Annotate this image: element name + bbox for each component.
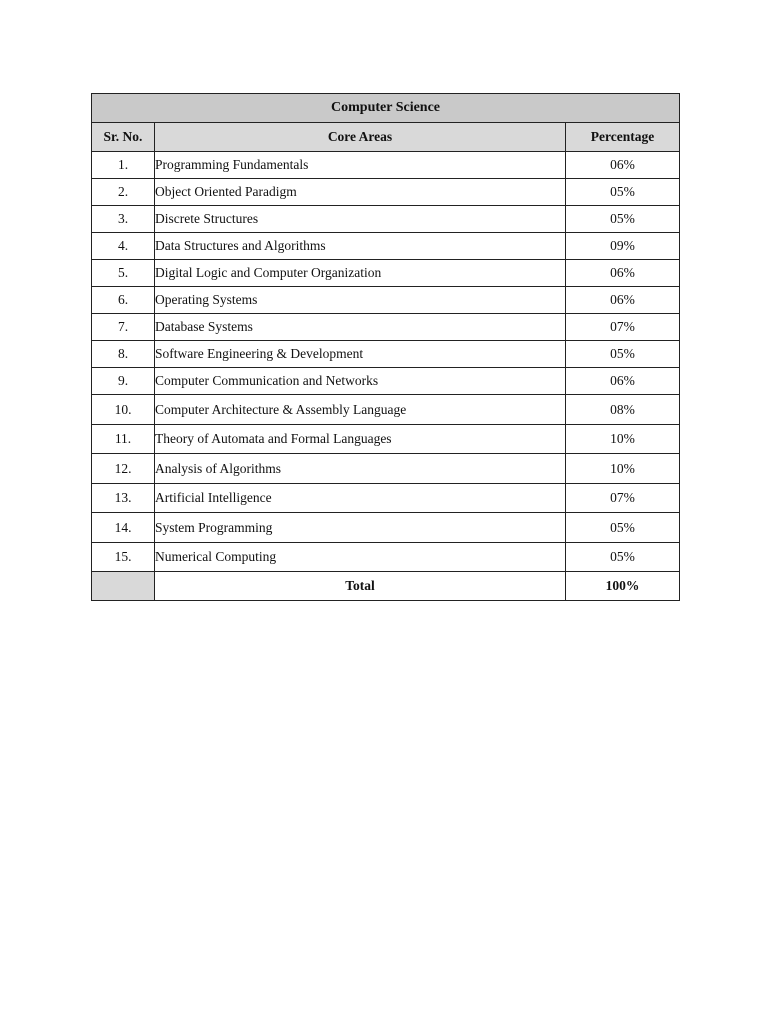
row-percentage: 06% (566, 287, 680, 314)
table-row (92, 314, 680, 341)
table-total-row (92, 572, 680, 601)
header-sr-no: Sr. No. (92, 123, 155, 152)
row-sr-no: 7. (92, 314, 155, 341)
table-row (92, 542, 680, 572)
table-title-row (92, 94, 680, 123)
row-percentage: 05% (566, 206, 680, 233)
table-row (92, 287, 680, 314)
row-sr-no: 6. (92, 287, 155, 314)
table-row (92, 341, 680, 368)
row-core-area: Numerical Computing (155, 542, 566, 572)
table-row (92, 513, 680, 543)
row-core-area: Object Oriented Paradigm (155, 179, 566, 206)
row-percentage: 05% (566, 513, 680, 543)
row-core-area: Computer Architecture & Assembly Language (155, 395, 566, 425)
header-percentage: Percentage (566, 123, 680, 152)
row-core-area: Software Engineering & Development (155, 341, 566, 368)
row-percentage: 06% (566, 260, 680, 287)
row-percentage: 06% (566, 368, 680, 395)
row-percentage: 07% (566, 483, 680, 513)
row-sr-no: 13. (92, 483, 155, 513)
row-sr-no: 4. (92, 233, 155, 260)
row-core-area: Programming Fundamentals (155, 152, 566, 179)
table-row (92, 368, 680, 395)
computer-science-table (91, 93, 680, 601)
row-percentage: 06% (566, 152, 680, 179)
row-sr-no: 14. (92, 513, 155, 543)
row-sr-no: 8. (92, 341, 155, 368)
row-core-area: Artificial Intelligence (155, 483, 566, 513)
table-row (92, 424, 680, 454)
table-row (92, 454, 680, 484)
row-core-area: System Programming (155, 513, 566, 543)
row-core-area: Analysis of Algorithms (155, 454, 566, 484)
total-label: Total (155, 572, 566, 601)
row-percentage: 10% (566, 424, 680, 454)
row-sr-no: 12. (92, 454, 155, 484)
table-row (92, 206, 680, 233)
row-percentage: 05% (566, 341, 680, 368)
row-sr-no: 11. (92, 424, 155, 454)
total-empty-cell (92, 572, 155, 601)
table-row (92, 483, 680, 513)
table-row (92, 395, 680, 425)
table-title: Computer Science (92, 94, 680, 123)
row-percentage: 05% (566, 179, 680, 206)
row-core-area: Operating Systems (155, 287, 566, 314)
row-core-area: Discrete Structures (155, 206, 566, 233)
row-core-area: Database Systems (155, 314, 566, 341)
row-percentage: 09% (566, 233, 680, 260)
row-percentage: 08% (566, 395, 680, 425)
row-percentage: 07% (566, 314, 680, 341)
table-row (92, 233, 680, 260)
row-sr-no: 9. (92, 368, 155, 395)
total-value: 100% (566, 572, 680, 601)
table-row (92, 260, 680, 287)
row-sr-no: 10. (92, 395, 155, 425)
row-core-area: Digital Logic and Computer Organization (155, 260, 566, 287)
row-sr-no: 2. (92, 179, 155, 206)
row-core-area: Theory of Automata and Formal Languages (155, 424, 566, 454)
table-row (92, 152, 680, 179)
row-sr-no: 1. (92, 152, 155, 179)
row-core-area: Data Structures and Algorithms (155, 233, 566, 260)
row-sr-no: 5. (92, 260, 155, 287)
row-percentage: 05% (566, 542, 680, 572)
table-row (92, 179, 680, 206)
header-core-areas: Core Areas (155, 123, 566, 152)
row-core-area: Computer Communication and Networks (155, 368, 566, 395)
table-header-row (92, 123, 680, 152)
row-percentage: 10% (566, 454, 680, 484)
row-sr-no: 3. (92, 206, 155, 233)
row-sr-no: 15. (92, 542, 155, 572)
